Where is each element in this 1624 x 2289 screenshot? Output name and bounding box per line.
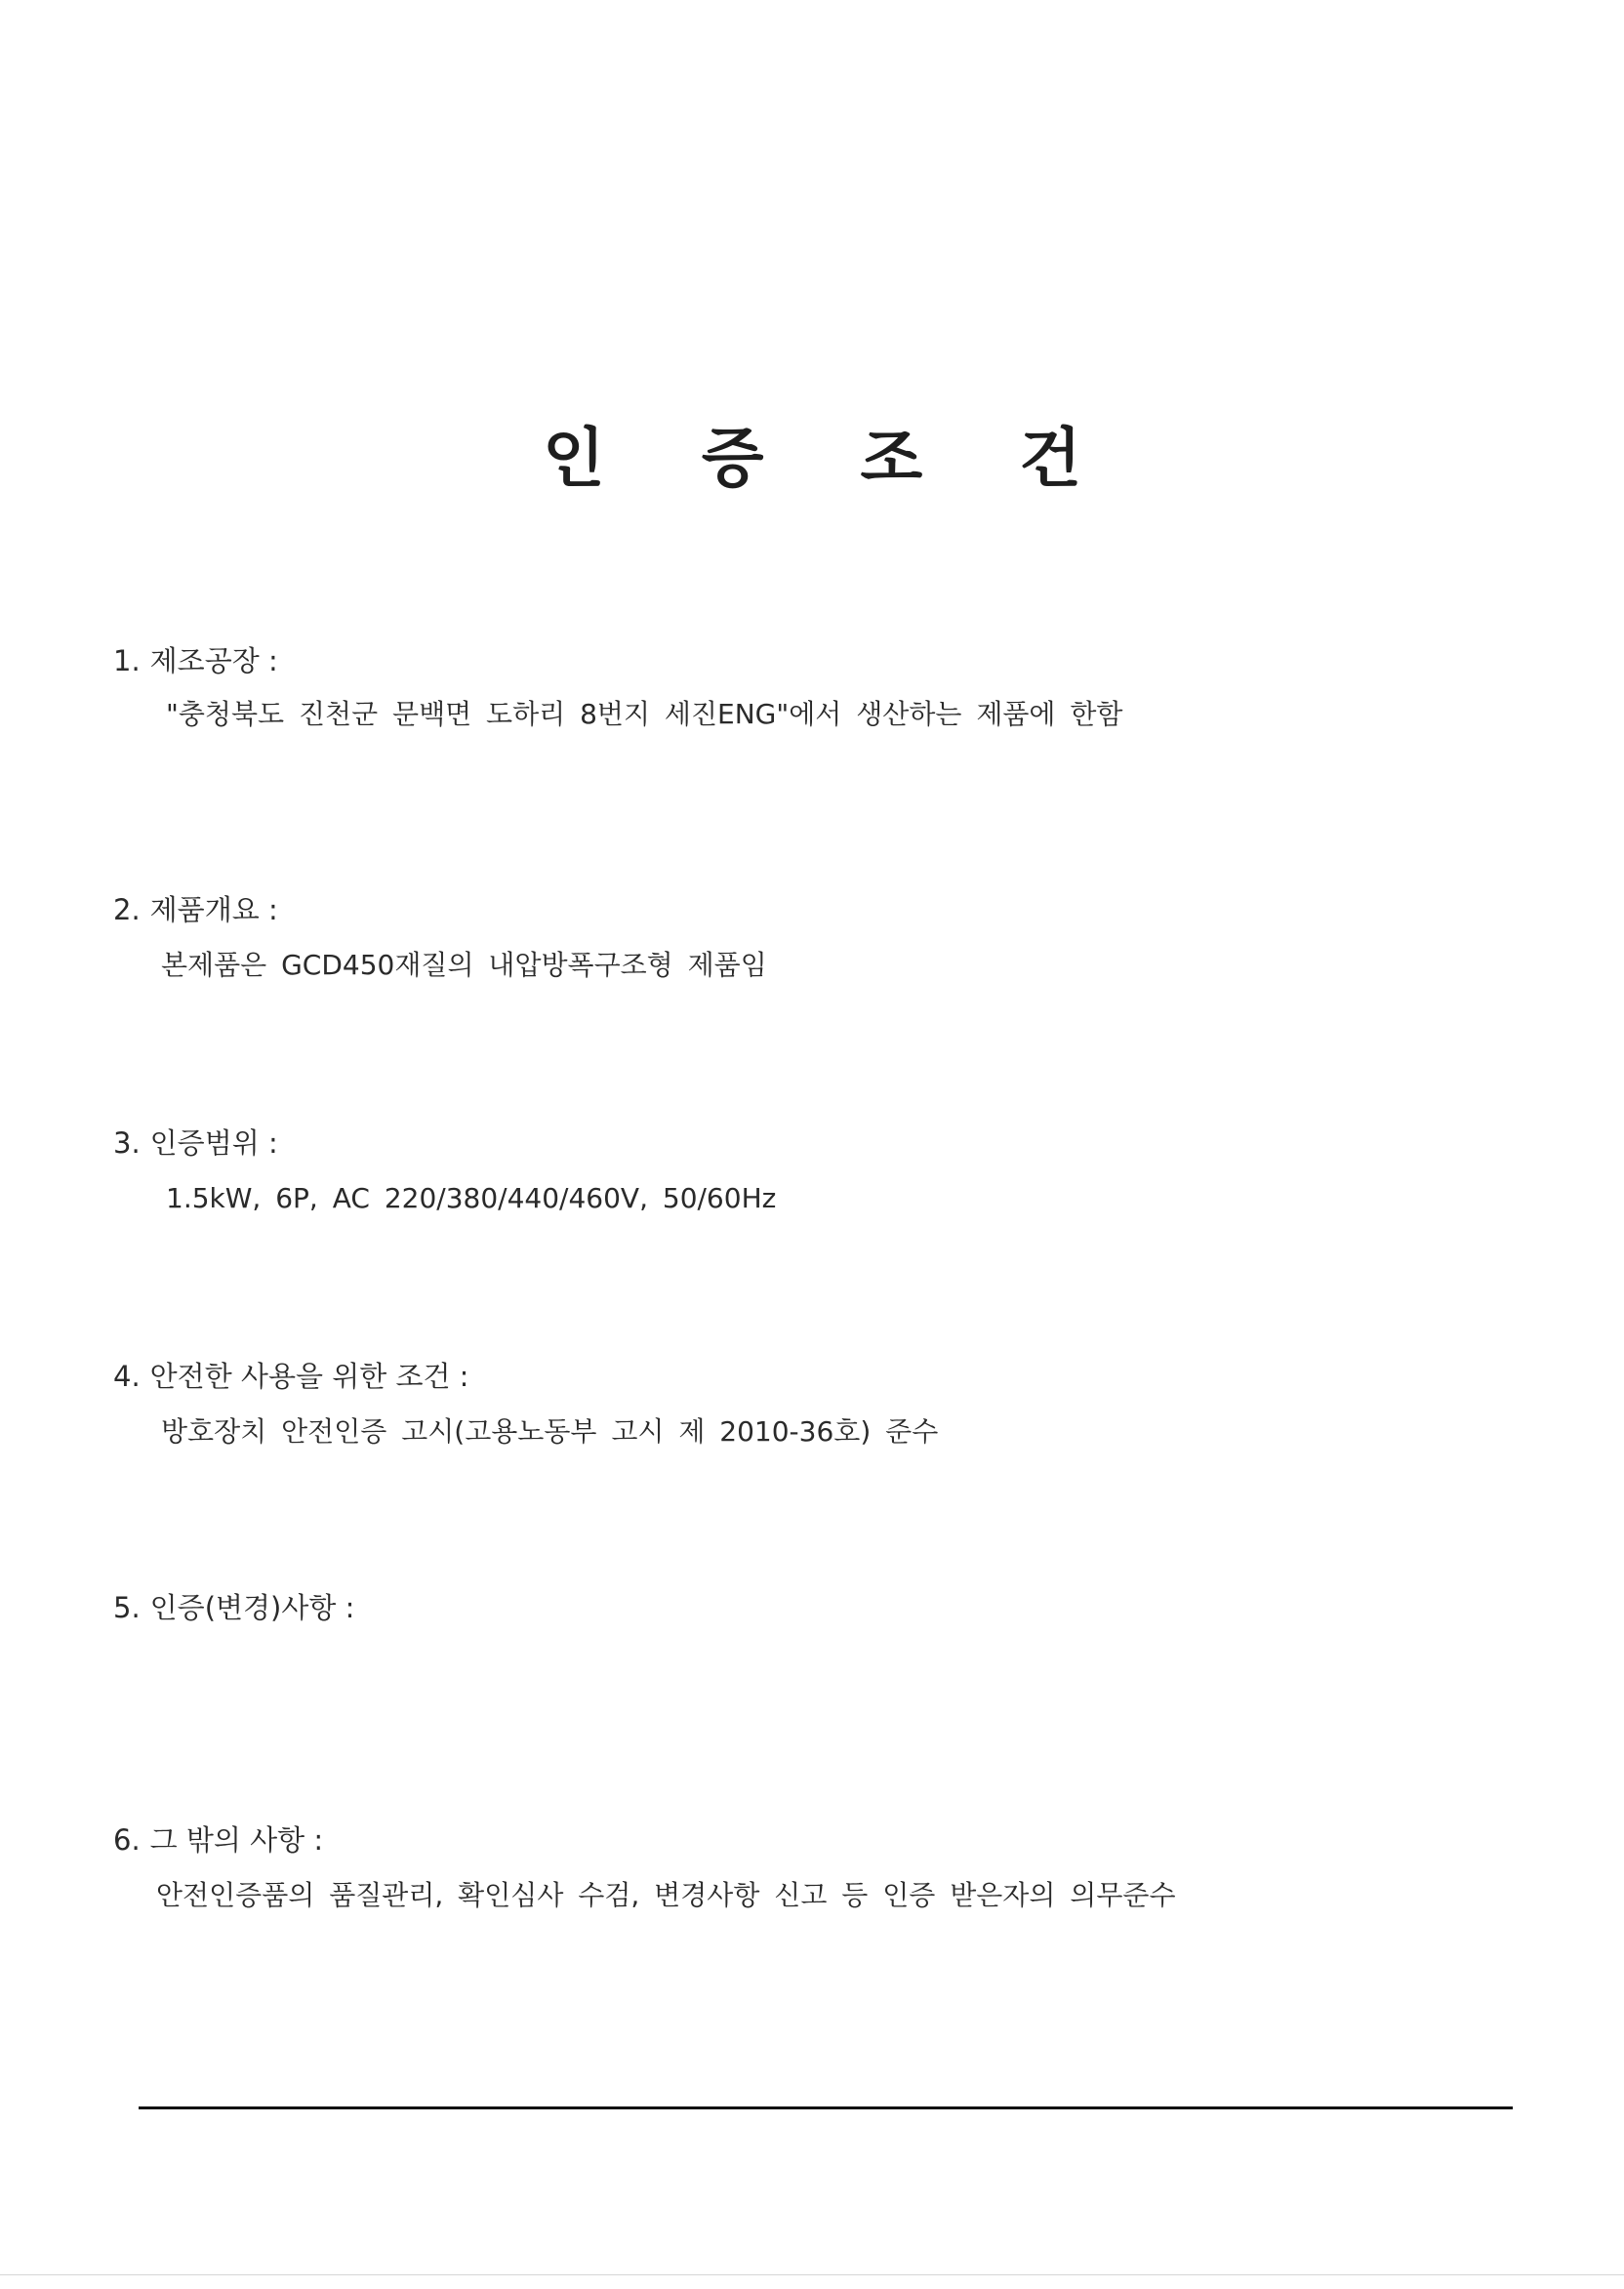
section-title: 제조공장 : <box>149 644 278 677</box>
section-number: 5. <box>113 1591 141 1624</box>
section-heading <box>113 1357 468 1396</box>
section-body: 본제품은 GCD450재질의 내압방폭구조형 제품임 <box>161 949 767 981</box>
section-title: 안전한 사용을 위한 조건 : <box>149 1360 469 1393</box>
section-title: 제품개요 : <box>149 893 278 926</box>
section-title: 인증(변경)사항 : <box>149 1591 355 1624</box>
section-number: 3. <box>113 1126 141 1160</box>
section-title: 그 밖의 사항 : <box>149 1823 324 1857</box>
section-number: 6. <box>113 1823 141 1857</box>
section-body: 방호장치 안전인증 고시(고용노동부 고시 제 2010-36호) 준수 <box>161 1415 939 1448</box>
section-number: 1. <box>113 644 141 677</box>
section-body: "충청북도 진천군 문백면 도하리 8번지 세진ENG"에서 생산하는 제품에 한함 <box>166 698 1123 730</box>
section-number: 2. <box>113 893 141 926</box>
scan-edge-line <box>0 2274 1624 2275</box>
section-body: 1.5kW, 6P, AC 220/380/440/460V, 50/60Hz <box>166 1182 777 1214</box>
bottom-divider <box>139 2106 1513 2109</box>
section-heading <box>113 1124 278 1163</box>
section-title: 인증범위 : <box>149 1126 278 1160</box>
section-heading <box>113 1820 323 1860</box>
section-body: 안전인증품의 품질관리, 확인심사 수검, 변경사항 신고 등 인증 받은자의 의무준수 <box>156 1879 1176 1911</box>
section-heading <box>113 641 278 680</box>
section-number: 4. <box>113 1360 141 1393</box>
section-heading <box>113 1588 354 1627</box>
document-title: 인 증 조 건 <box>543 421 1118 496</box>
section-heading <box>113 890 278 929</box>
